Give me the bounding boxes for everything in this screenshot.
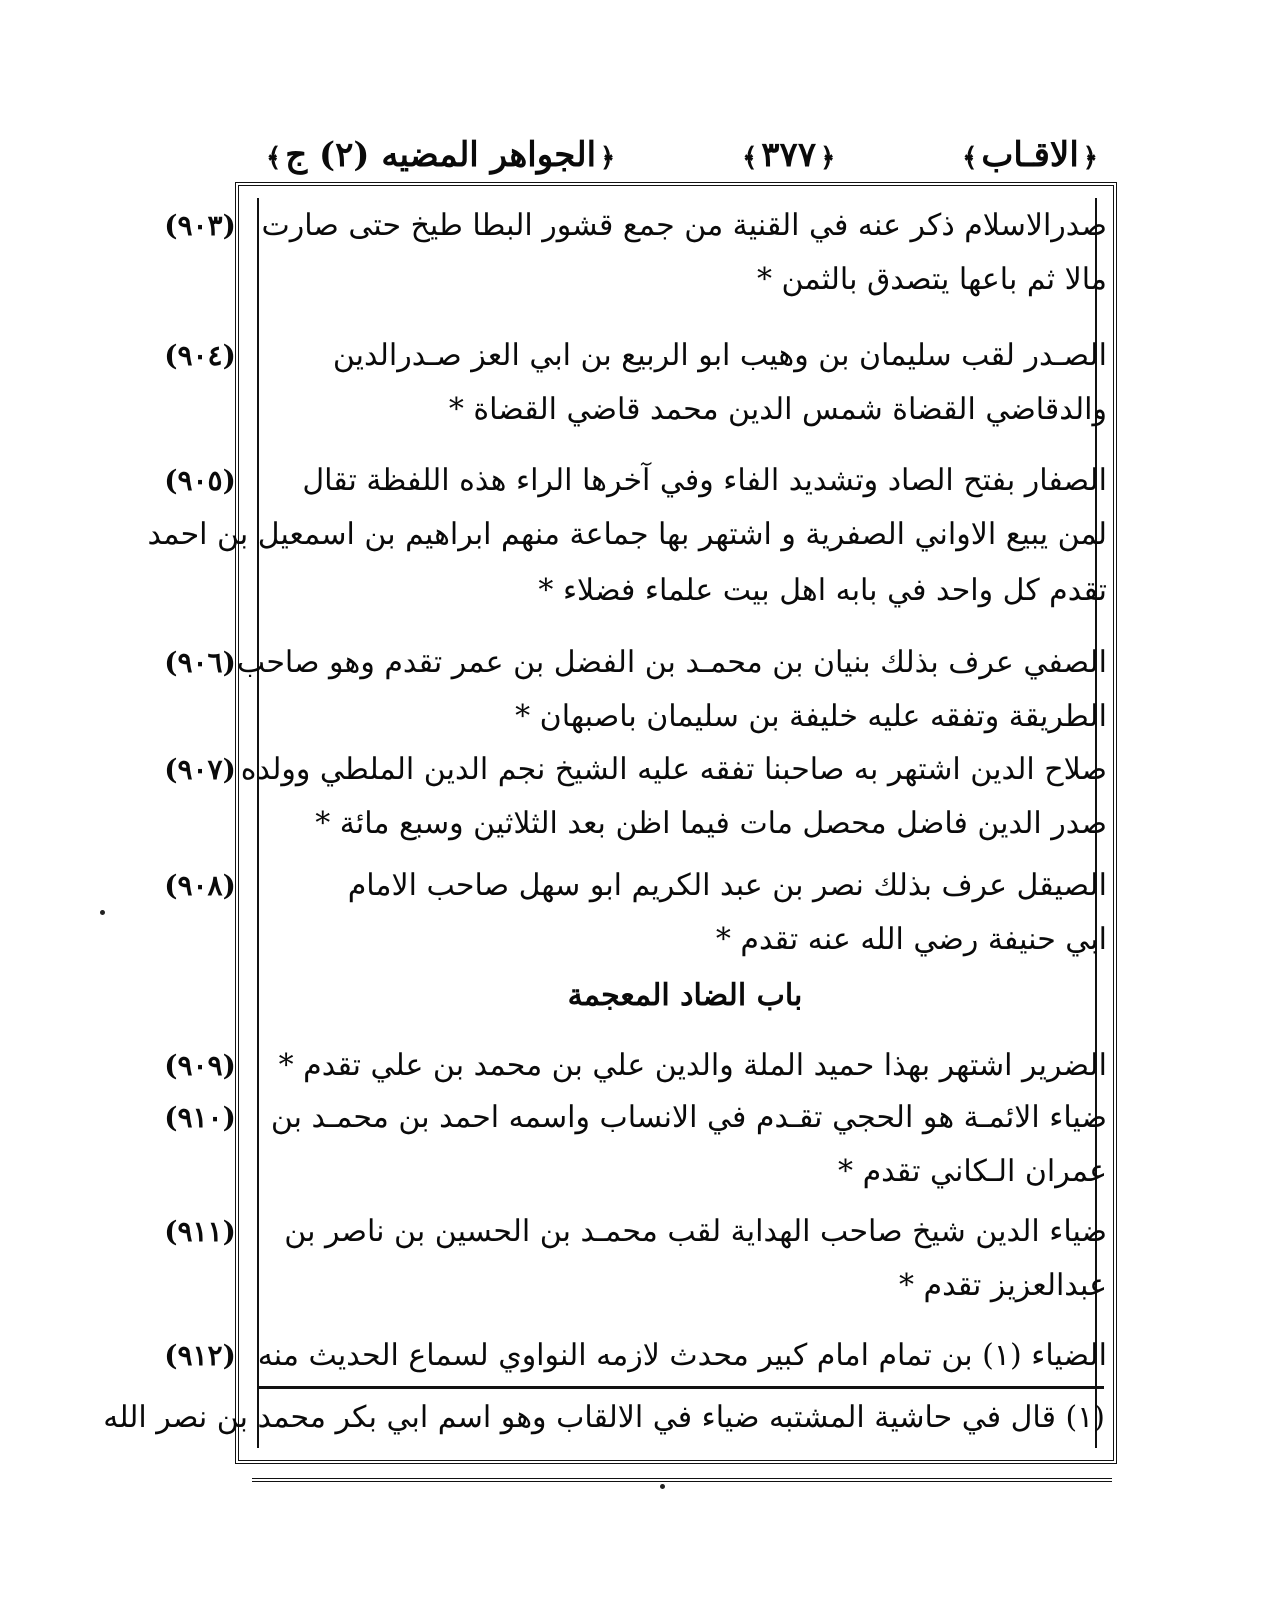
entry-number: (٩٠٣) bbox=[164, 209, 236, 242]
section-heading: باب الضاد المعجمة bbox=[567, 978, 803, 1013]
entry-number: (٩٠٨) bbox=[164, 869, 236, 902]
entry-number: (٩٠٦) bbox=[164, 646, 236, 679]
entry-line: ضياء الائمـة هو الحجي تقـدم في الانساب واسمه احمد بن محمـد بن bbox=[270, 1100, 1107, 1135]
entry-line: صلاح الدين اشتهر به صاحبنا تفقه عليه الشيخ نجم الدين الملطي وولده bbox=[240, 752, 1107, 787]
page-header bbox=[262, 128, 1102, 182]
entry-line: عمران الـكاني تقدم * bbox=[838, 1154, 1107, 1189]
entry-number: (٩٠٥) bbox=[164, 464, 236, 497]
entry-line: الصيقل عرف بذلك نصر بن عبد الكريم ابو سهل صاحب الامام bbox=[347, 868, 1107, 903]
entry-number: (٩١٢) bbox=[164, 1339, 236, 1372]
bottom-rule bbox=[252, 1478, 1112, 1482]
entry-number: (٩٠٤) bbox=[164, 339, 236, 372]
entry-line: صدرالاسلام ذكر عنه في القنية من جمع قشور البطا طيخ حتى صارت bbox=[261, 208, 1107, 243]
entry-line: الضياء (١) بن تمام امام كبير محدث لازمه النواوي لسماع الحديث منه bbox=[257, 1338, 1107, 1373]
entry-number: (٩١٠) bbox=[164, 1101, 236, 1134]
speck bbox=[100, 910, 105, 915]
entry-number: (٩٠٩) bbox=[164, 1049, 236, 1082]
entry-line: الصـدر لقب سليمان بن وهيب ابو الربيع بن ابي العز صـدرالدين bbox=[332, 338, 1107, 373]
entry-number: (٩١١) bbox=[164, 1215, 236, 1248]
header-page-number: ﴿٣٧٧﴾ bbox=[742, 135, 836, 175]
entry-line: ضياء الدين شيخ صاحب الهداية لقب محمـد بن الحسين بن ناصر بن bbox=[284, 1214, 1107, 1249]
entry-line: الضرير اشتهر بهذا حميد الملة والدين علي بن محمد بن علي تقدم * bbox=[278, 1048, 1107, 1083]
entry-line: لمن يبيع الاواني الصفرية و اشتهر بها جماعة منهم ابراهيم بن اسمعيل بن احمد bbox=[147, 517, 1107, 552]
entry-line: مالا ثم باعها يتصدق بالثمن * bbox=[757, 262, 1107, 297]
footnote-divider bbox=[258, 1386, 1104, 1389]
entry-line: عبدالعزيز تقدم * bbox=[898, 1268, 1107, 1303]
entry-line: ابي حنيفة رضي الله عنه تقدم * bbox=[715, 922, 1107, 957]
header-section-title: ﴿الاقـاب﴾ bbox=[962, 135, 1098, 175]
entry-line: والدقاضي القضاة شمس الدين محمد قاضي القضاة * bbox=[448, 392, 1107, 427]
header-book-title: ﴿الجواهر المضيه (٢) ج﴾ bbox=[266, 135, 616, 175]
entry-line: الصفار بفتح الصاد وتشديد الفاء وفي آخرها الراء هذه اللفظة تقال bbox=[302, 463, 1107, 498]
footnote: (١) قال في حاشية المشتبه ضياء في الالقاب وهو اسم ابي بكر محمد بن نصر الله bbox=[103, 1400, 1105, 1435]
entry-line: الصفي عرف بذلك بنيان بن محمـد بن الفضل بن عمر تقدم وهو صاحب bbox=[236, 645, 1107, 680]
speck bbox=[660, 1484, 665, 1489]
entry-number: (٩٠٧) bbox=[164, 753, 236, 786]
entry-line: الطريقة وتفقه عليه خليفة بن سليمان باصبهان * bbox=[515, 699, 1107, 734]
entry-line: صدر الدين فاضل محصل مات فيما اظن بعد الثلاثين وسبع مائة * bbox=[315, 806, 1107, 841]
entry-line: تقدم كل واحد في بابه اهل بيت علماء فضلاء * bbox=[538, 573, 1107, 608]
